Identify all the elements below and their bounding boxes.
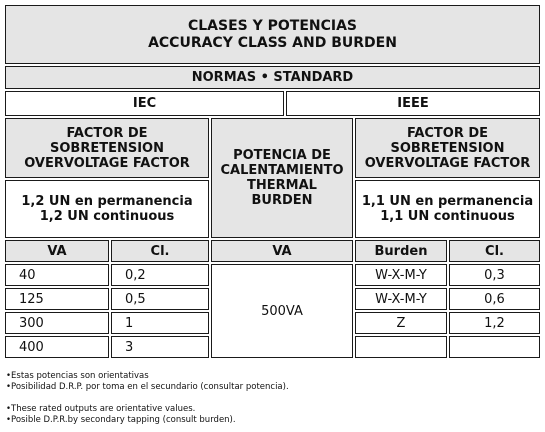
thermal-burden-header — [211, 118, 353, 238]
ieee-overvoltage-factor — [355, 118, 540, 178]
table-cell-ieee-class: 0,6 — [449, 288, 540, 310]
table-cell-iec-class: 1 — [111, 312, 209, 334]
iec-factor-line: FACTOR DE — [66, 125, 148, 141]
ieee-permanence — [355, 180, 540, 238]
table-cell-iec-class: 0,2 — [111, 264, 209, 286]
thermal-line: CALENTAMIENTO — [220, 163, 344, 178]
notes-english — [6, 404, 236, 426]
title-line-en: ACCURACY CLASS AND BURDEN — [148, 34, 397, 51]
table-cell-ieee-class — [449, 336, 540, 358]
table-cell-iec-va: 125 — [5, 288, 109, 310]
ieee-class-column-header: Cl. — [449, 240, 540, 262]
thermal-line: THERMAL — [247, 178, 317, 193]
iec-header: IEC — [5, 91, 284, 116]
ieee-header: IEEE — [286, 91, 540, 116]
ieee-factor-line: SOBRETENSION — [390, 140, 505, 156]
notes-spanish — [6, 371, 289, 393]
iec-overvoltage-factor — [5, 118, 209, 178]
thermal-burden-value: 500VA — [211, 264, 353, 358]
title-line-es: CLASES Y POTENCIAS — [187, 17, 358, 34]
table-cell-iec-class: 3 — [111, 336, 209, 358]
note-line: •These rated outputs are orientative values. — [6, 404, 196, 414]
thermal-line: POTENCIA DE — [233, 148, 331, 163]
table-cell-iec-va: 400 — [5, 336, 109, 358]
table-cell-ieee-class: 1,2 — [449, 312, 540, 334]
iec-permanence — [5, 180, 209, 238]
table-title — [5, 5, 540, 64]
ieee-factor-line: OVERVOLTAGE FACTOR — [364, 155, 531, 171]
note-line: •Estas potencias son orientativas — [6, 371, 149, 381]
ieee-permanence-line: 1,1 UN en permanencia — [361, 194, 534, 209]
table-cell-ieee-class: 0,3 — [449, 264, 540, 286]
iec-class-column-header: Cl. — [111, 240, 209, 262]
iec-factor-line: SOBRETENSION — [50, 140, 164, 156]
note-line: •Posible D.P.R.by secondary tapping (consult burden). — [6, 415, 236, 425]
ieee-burden-column-header: Burden — [355, 240, 447, 262]
table-cell-ieee-burden: W-X-M-Y — [355, 288, 447, 310]
iec-va-column-header: VA — [5, 240, 109, 262]
iec-permanence-line: 1,2 UN en permanencia — [21, 194, 193, 209]
ieee-permanence-line: 1,1 UN continuous — [380, 209, 515, 224]
table-cell-iec-class: 0,5 — [111, 288, 209, 310]
ieee-factor-line: FACTOR DE — [406, 125, 489, 141]
table-cell-ieee-burden: Z — [355, 312, 447, 334]
table-cell-iec-va: 300 — [5, 312, 109, 334]
table-cell-iec-va: 40 — [5, 264, 109, 286]
table-cell-ieee-burden — [355, 336, 447, 358]
accuracy-class-table — [5, 5, 540, 358]
thermal-line: BURDEN — [251, 193, 313, 208]
iec-permanence-line: 1,2 UN continuous — [39, 209, 175, 224]
table-cell-ieee-burden: W-X-M-Y — [355, 264, 447, 286]
standards-label: NORMAS • STANDARD — [5, 66, 540, 89]
note-line: •Posibilidad D.R.P. por toma en el secundario (consultar potencia). — [6, 382, 289, 392]
thermal-va-column-header: VA — [211, 240, 353, 262]
iec-factor-line: OVERVOLTAGE FACTOR — [24, 155, 190, 171]
